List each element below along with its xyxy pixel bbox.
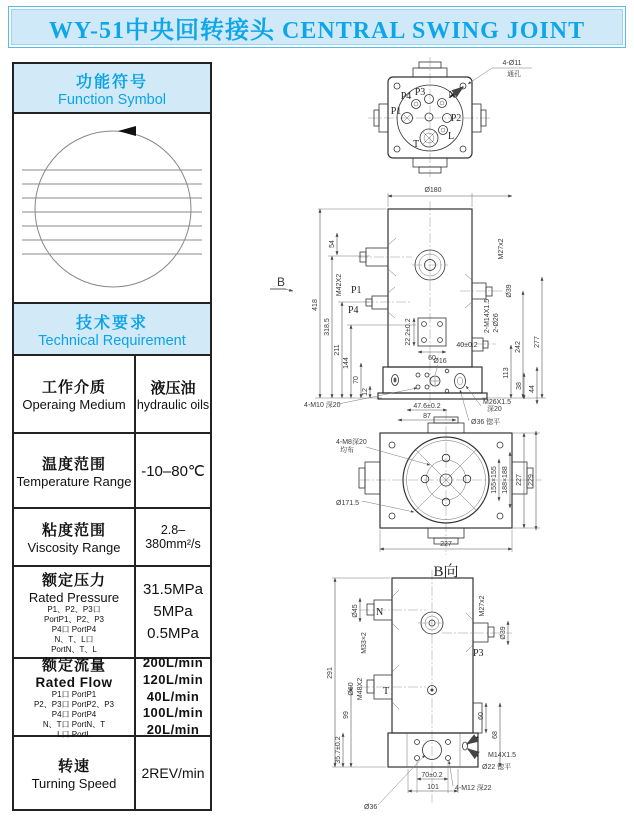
callout-4-m8-evenly: 均布 (340, 447, 354, 454)
row-label-en: Rated Flow (35, 675, 113, 690)
row-value: 200L/min (142, 654, 204, 670)
row-label-zh: 温度范围 (41, 455, 106, 473)
port-label-p3: P3 (473, 648, 484, 659)
row-sub: P2、P3口 PortP2、P3 (33, 700, 115, 709)
function-symbol-box (14, 114, 210, 304)
dim-dia39: Ø39 (500, 626, 507, 640)
dim-dia45: Ø45 (352, 604, 359, 618)
port-label-p4: P4 (348, 305, 359, 316)
row-label-en: Rated Pressure (28, 590, 120, 605)
dim-dia16: Ø16 (433, 358, 447, 365)
callout-4-m8: 4-M8深20 (336, 439, 367, 446)
port-label-t: T (383, 686, 390, 697)
port-label-l: L (447, 131, 455, 142)
callout-through-hole: 通孔 (507, 71, 521, 78)
drawing-front-view (270, 187, 546, 426)
dim-227-right: 227 (516, 474, 523, 486)
row-sub: PortN、T、L (51, 645, 97, 654)
callout-4-d11: 4-Ø11 (502, 60, 522, 67)
callout-dia22-spotface: Ø22 锪平 (482, 764, 512, 771)
port-label-p2: P2 (450, 113, 462, 124)
dim-68: 68 (492, 731, 499, 739)
dim-87: 87 (423, 413, 431, 420)
dim-44: 44 (529, 385, 536, 393)
dim-211: 211 (334, 344, 341, 356)
dim-22-2: 22.2±0.2 (405, 318, 412, 346)
dim-38: 38 (516, 382, 523, 390)
dim-54: 54 (329, 240, 336, 248)
dim-2-dia26: 2-Ø26 (493, 313, 500, 333)
row-value: 2REV/min (141, 765, 205, 781)
row-label-zh: 工作介质 (41, 379, 106, 396)
row-value: -10–80℃ (141, 462, 205, 480)
row-label-en: Turning Speed (31, 776, 117, 791)
drawing-b-bottom-view (336, 410, 542, 580)
port-label-p1: P1 (351, 285, 362, 296)
table-row-temperature-range (14, 434, 210, 509)
dim-229: 229 (528, 474, 535, 486)
row-sub: N、T、L口 (54, 635, 94, 644)
thread-2-m14x15: 2-M14X1.5 (484, 298, 491, 334)
dim-47-6: 47.6±0.2 (413, 403, 441, 410)
port-label-p3: P3 (414, 87, 426, 98)
callout-dia36-spotface: Ø36 锪平 (471, 419, 501, 426)
thread-m27x2: M27x2 (498, 238, 505, 260)
row-value: 120L/min (142, 671, 204, 687)
row-sub: P4口 PortP4 (51, 625, 97, 634)
dim-dia171-5: Ø171.5 (336, 500, 359, 507)
row-sub: N、T口 PortN、T (42, 720, 106, 729)
dim-144: 144 (343, 357, 350, 369)
callout-4-m10: 4-M10 深20 (304, 402, 341, 409)
dim-291: 291 (327, 667, 334, 679)
function-symbol-header (14, 64, 210, 114)
spec-panel (12, 62, 212, 811)
dim-70: 70 (353, 376, 360, 384)
table-row-rated-flow (14, 654, 210, 739)
table-row-rated-pressure (14, 567, 210, 659)
table-row-turning-speed (14, 737, 210, 809)
dim-227-bottom: 227 (440, 541, 452, 548)
port-label-n: N (448, 90, 456, 101)
row-value: 2.8–380mm²/s (145, 523, 201, 551)
page-title: WY-51中央回转接头 CENTRAL SWING JOINT (11, 9, 623, 45)
row-sub: P4口 PortP4 (51, 710, 97, 719)
row-value: 100L/min (142, 705, 204, 721)
table-row-operating-medium (14, 356, 210, 434)
dim-12: 12 (362, 388, 369, 396)
flow-lines (22, 170, 202, 254)
row-value: 31.5MPa (142, 581, 204, 599)
row-sub: PortP1、P2、P3 (43, 615, 105, 624)
view-b-caption: B向 (433, 564, 459, 580)
dim-418: 418 (312, 299, 319, 311)
thread-m26x15-depth: 深20 (487, 406, 502, 413)
title-bar (8, 6, 626, 48)
drawing-top-view (368, 57, 532, 177)
callout-4-m12: 4-M12 深22 (455, 785, 492, 792)
dim-70-02: 70±0.2 (421, 772, 443, 779)
port-label-p4: P4 (400, 91, 412, 102)
dim-dia180: Ø180 (424, 187, 442, 194)
table-row-viscosity-range (14, 509, 210, 567)
callout-dia36: Ø36 (364, 804, 378, 811)
function-symbol-header-en: Function Symbol (58, 91, 166, 108)
dim-242: 242 (515, 341, 522, 353)
thread-m27x2: M27x2 (479, 595, 486, 617)
dim-188x188: 188×188 (502, 466, 509, 494)
technical-requirement-header-zh: 技术要求 (75, 314, 148, 332)
technical-requirement-header (14, 304, 210, 356)
rotation-arrow-icon (118, 126, 136, 136)
dim-dia39: Ø39 (506, 284, 513, 298)
dim-155x155: 155×155 (491, 466, 498, 494)
rotation-circle (35, 131, 191, 287)
row-sub: P1口 PortP1 (51, 690, 97, 699)
row-value: 20L/min (146, 722, 200, 738)
port-label-n: N (376, 607, 384, 618)
drawing-b-side-view (327, 570, 516, 811)
row-label-zh: 粘度范围 (41, 522, 106, 539)
technical-requirement-header-en: Technical Requirement (38, 332, 186, 349)
port-label-t: T (412, 139, 420, 150)
thread-m33x2: M33×2 (361, 632, 368, 654)
dim-101: 101 (427, 784, 439, 791)
row-label-zh: 转速 (57, 758, 90, 775)
thread-m42x2: M42X2 (336, 273, 343, 297)
technical-drawings (220, 55, 634, 830)
thread-m48x2: M48X2 (357, 677, 364, 701)
row-value: 液压油 (150, 379, 196, 397)
dim-60: 60 (428, 355, 436, 362)
dim-318-5: 318.5 (324, 318, 331, 336)
row-value: 0.5MPa (147, 624, 199, 642)
thread-m26x15: M26X1.5 (483, 399, 512, 406)
dim-dia60: Ø60 (348, 682, 355, 696)
port-label-p1: P1 (390, 106, 402, 117)
dim-60: 60 (478, 712, 485, 720)
dim-99: 99 (343, 711, 350, 719)
row-value: 5MPa (153, 603, 193, 621)
view-b-label: B (277, 275, 286, 289)
thread-m14x15: M14X1.5 (488, 752, 517, 759)
function-symbol-header-zh: 功能符号 (75, 73, 148, 91)
dim-40: 40±0.2 (456, 342, 478, 349)
row-sub: L口 PortL (57, 730, 91, 739)
function-symbol-svg (14, 114, 210, 302)
row-label-zh: 额定流量 (41, 657, 106, 674)
row-value: hydraulic oils (136, 397, 210, 412)
row-sub: P1、P2、P3口 (47, 605, 101, 614)
dim-35-7: 35.7±0.2 (335, 736, 342, 764)
dim-113: 113 (503, 367, 510, 379)
row-label-en: Temperature Range (16, 473, 132, 489)
dim-277: 277 (534, 336, 541, 348)
row-label-en: Operaing Medium (22, 397, 126, 412)
row-value: 40L/min (146, 688, 200, 704)
row-label-zh: 额定压力 (41, 572, 106, 589)
row-label-en: Viscosity Range (27, 540, 121, 555)
